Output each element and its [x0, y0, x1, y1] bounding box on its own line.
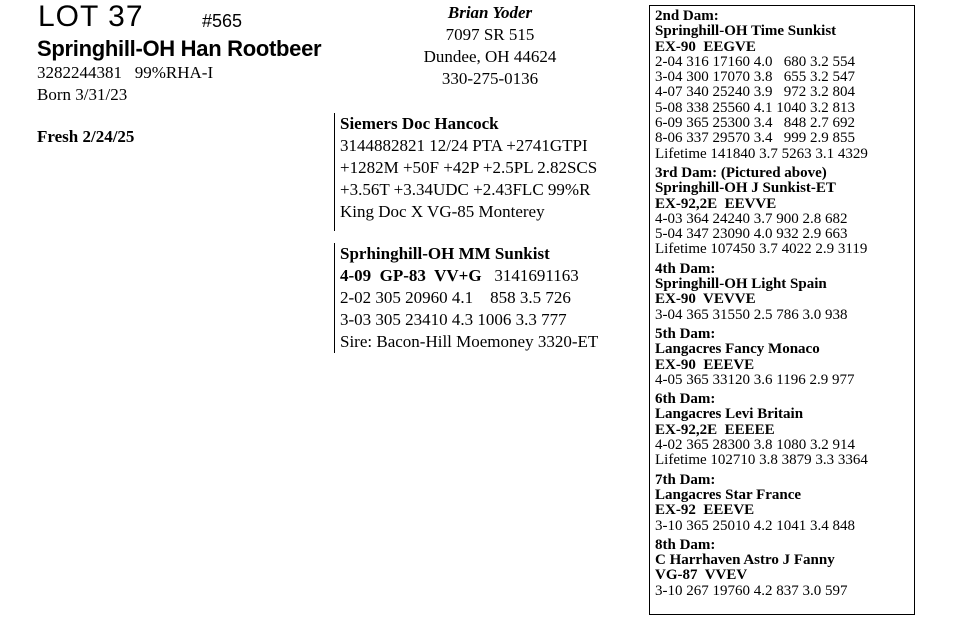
- ancestor-3rd-dam: [655, 166, 914, 258]
- ancestor-name: Springhill-OH J Sunkist-ET: [655, 180, 836, 197]
- ancestor-record: 2-04 316 17160 4.0 680 3.2 554: [655, 53, 855, 70]
- ancestor-header: 3rd Dam: (Pictured above): [655, 164, 827, 181]
- ancestor-record: 4-02 365 28300 3.8 1080 3.2 914: [655, 437, 855, 454]
- ancestor-header: 6th Dam:: [655, 391, 716, 408]
- dam-sire-line: Sire: Bacon-Hill Moemoney 3320-ET: [340, 332, 599, 351]
- ancestor-header: 4th Dam:: [655, 260, 716, 277]
- ancestor-lifetime: Lifetime 141840 3.7 5263 3.1 4329: [655, 145, 868, 162]
- ancestor-record: 5-08 338 25560 4.1 1040 3.2 813: [655, 99, 855, 116]
- sire-line: +1282M +50F +42P +2.5PL 2.82SCS: [340, 158, 598, 177]
- breeder-phone: 330-275-0136: [441, 69, 539, 88]
- ancestor-header: 8th Dam:: [655, 536, 716, 553]
- dam-record: 3-03 305 23410 4.3 1006 3.3 777: [340, 310, 567, 329]
- fresh-date: Fresh 2/24/25: [37, 127, 135, 146]
- registration-line: 3282244381 99%RHA-I: [37, 63, 214, 82]
- ancestor-record: 5-04 347 23090 4.0 932 2.9 663: [655, 226, 848, 243]
- dam-block: [334, 243, 598, 353]
- ancestor-lifetime: Lifetime 107450 3.7 4022 2.9 3119: [655, 241, 868, 258]
- ancestor-lifetime: Lifetime 102710 3.8 3879 3.3 3364: [655, 452, 868, 469]
- ancestor-classification: EX-90 VEVVE: [655, 291, 756, 308]
- ancestor-name: Springhill-OH Time Sunkist: [655, 23, 837, 40]
- ancestor-classification: EX-90 EEGVE: [655, 38, 756, 55]
- ancestor-5th-dam: [655, 327, 914, 388]
- ancestor-record: 3-10 267 19760 4.2 837 3.0 597: [655, 582, 848, 599]
- sire-line: 3144882821 12/24 PTA +2741GTPI: [340, 136, 588, 155]
- ancestor-record: 8-06 337 29570 3.4 999 2.9 855: [655, 130, 855, 147]
- sire-name: Siemers Doc Hancock: [340, 114, 499, 133]
- born-date: Born 3/31/23: [37, 85, 128, 104]
- lot-number: #565: [202, 11, 243, 31]
- ancestor-name: Langacres Levi Britain: [655, 406, 804, 423]
- ancestor-classification: EX-90 EEEVE: [655, 356, 755, 373]
- dam-name: Sprhinghill-OH MM Sunkist: [340, 244, 550, 263]
- cow-name: Springhill-OH Han Rootbeer: [37, 36, 322, 61]
- ancestor-record: 3-04 365 31550 2.5 786 3.0 938: [655, 306, 848, 323]
- ancestor-name: Langacres Star France: [655, 486, 802, 503]
- ancestor-header: 2nd Dam:: [655, 8, 719, 24]
- dam-record: 2-02 305 20960 4.1 858 3.5 726: [340, 288, 571, 307]
- ancestor-2nd-dam: [655, 9, 914, 162]
- pedigree-box: [649, 5, 915, 615]
- ancestor-record: 4-03 364 24240 3.7 900 2.8 682: [655, 210, 848, 227]
- ancestor-name: Springhill-OH Light Spain: [655, 276, 827, 293]
- ancestor-record: 4-07 340 25240 3.9 972 3.2 804: [655, 84, 855, 101]
- sire-line: +3.56T +3.34UDC +2.43FLC 99%R: [340, 180, 591, 199]
- breeder-address-1: 7097 SR 515: [445, 25, 535, 44]
- ancestor-name: C Harrhaven Astro J Fanny: [655, 552, 835, 569]
- ancestor-classification: EX-92,2E EEEEE: [655, 421, 775, 438]
- ancestor-8th-dam: [655, 538, 914, 599]
- ancestor-4th-dam: [655, 262, 914, 323]
- ancestor-header: 7th Dam:: [655, 471, 716, 488]
- ancestor-header: 5th Dam:: [655, 325, 716, 342]
- ancestor-record: 3-10 365 25010 4.2 1041 3.4 848: [655, 517, 855, 534]
- dam-class-line: [340, 265, 598, 287]
- ancestor-record: 6-09 365 25300 3.4 848 2.7 692: [655, 115, 855, 132]
- breeder-address-2: Dundee, OH 44624: [423, 47, 557, 66]
- ancestor-classification: EX-92 EEEVE: [655, 502, 755, 519]
- lot-title: LOT 37: [38, 0, 144, 33]
- ancestor-classification: EX-92,2E EEVVE: [655, 195, 777, 212]
- sire-block: [334, 113, 597, 231]
- ancestor-record: 4-05 365 33120 3.6 1196 2.9 977: [655, 371, 855, 388]
- sire-line: King Doc X VG-85 Monterey: [340, 202, 545, 221]
- ancestor-7th-dam: [655, 473, 914, 534]
- dam-registration: 3141691163: [494, 266, 579, 285]
- ancestor-record: 3-04 300 17070 3.8 655 3.2 547: [655, 69, 855, 86]
- breeder-name: Brian Yoder: [447, 3, 533, 22]
- dam-classification: 4-09 GP-83 VV+G: [340, 266, 482, 285]
- ancestor-name: Langacres Fancy Monaco: [655, 341, 820, 358]
- ancestor-6th-dam: [655, 392, 914, 468]
- ancestor-classification: VG-87 VVEV: [655, 567, 748, 584]
- breeder-info: [400, 2, 580, 90]
